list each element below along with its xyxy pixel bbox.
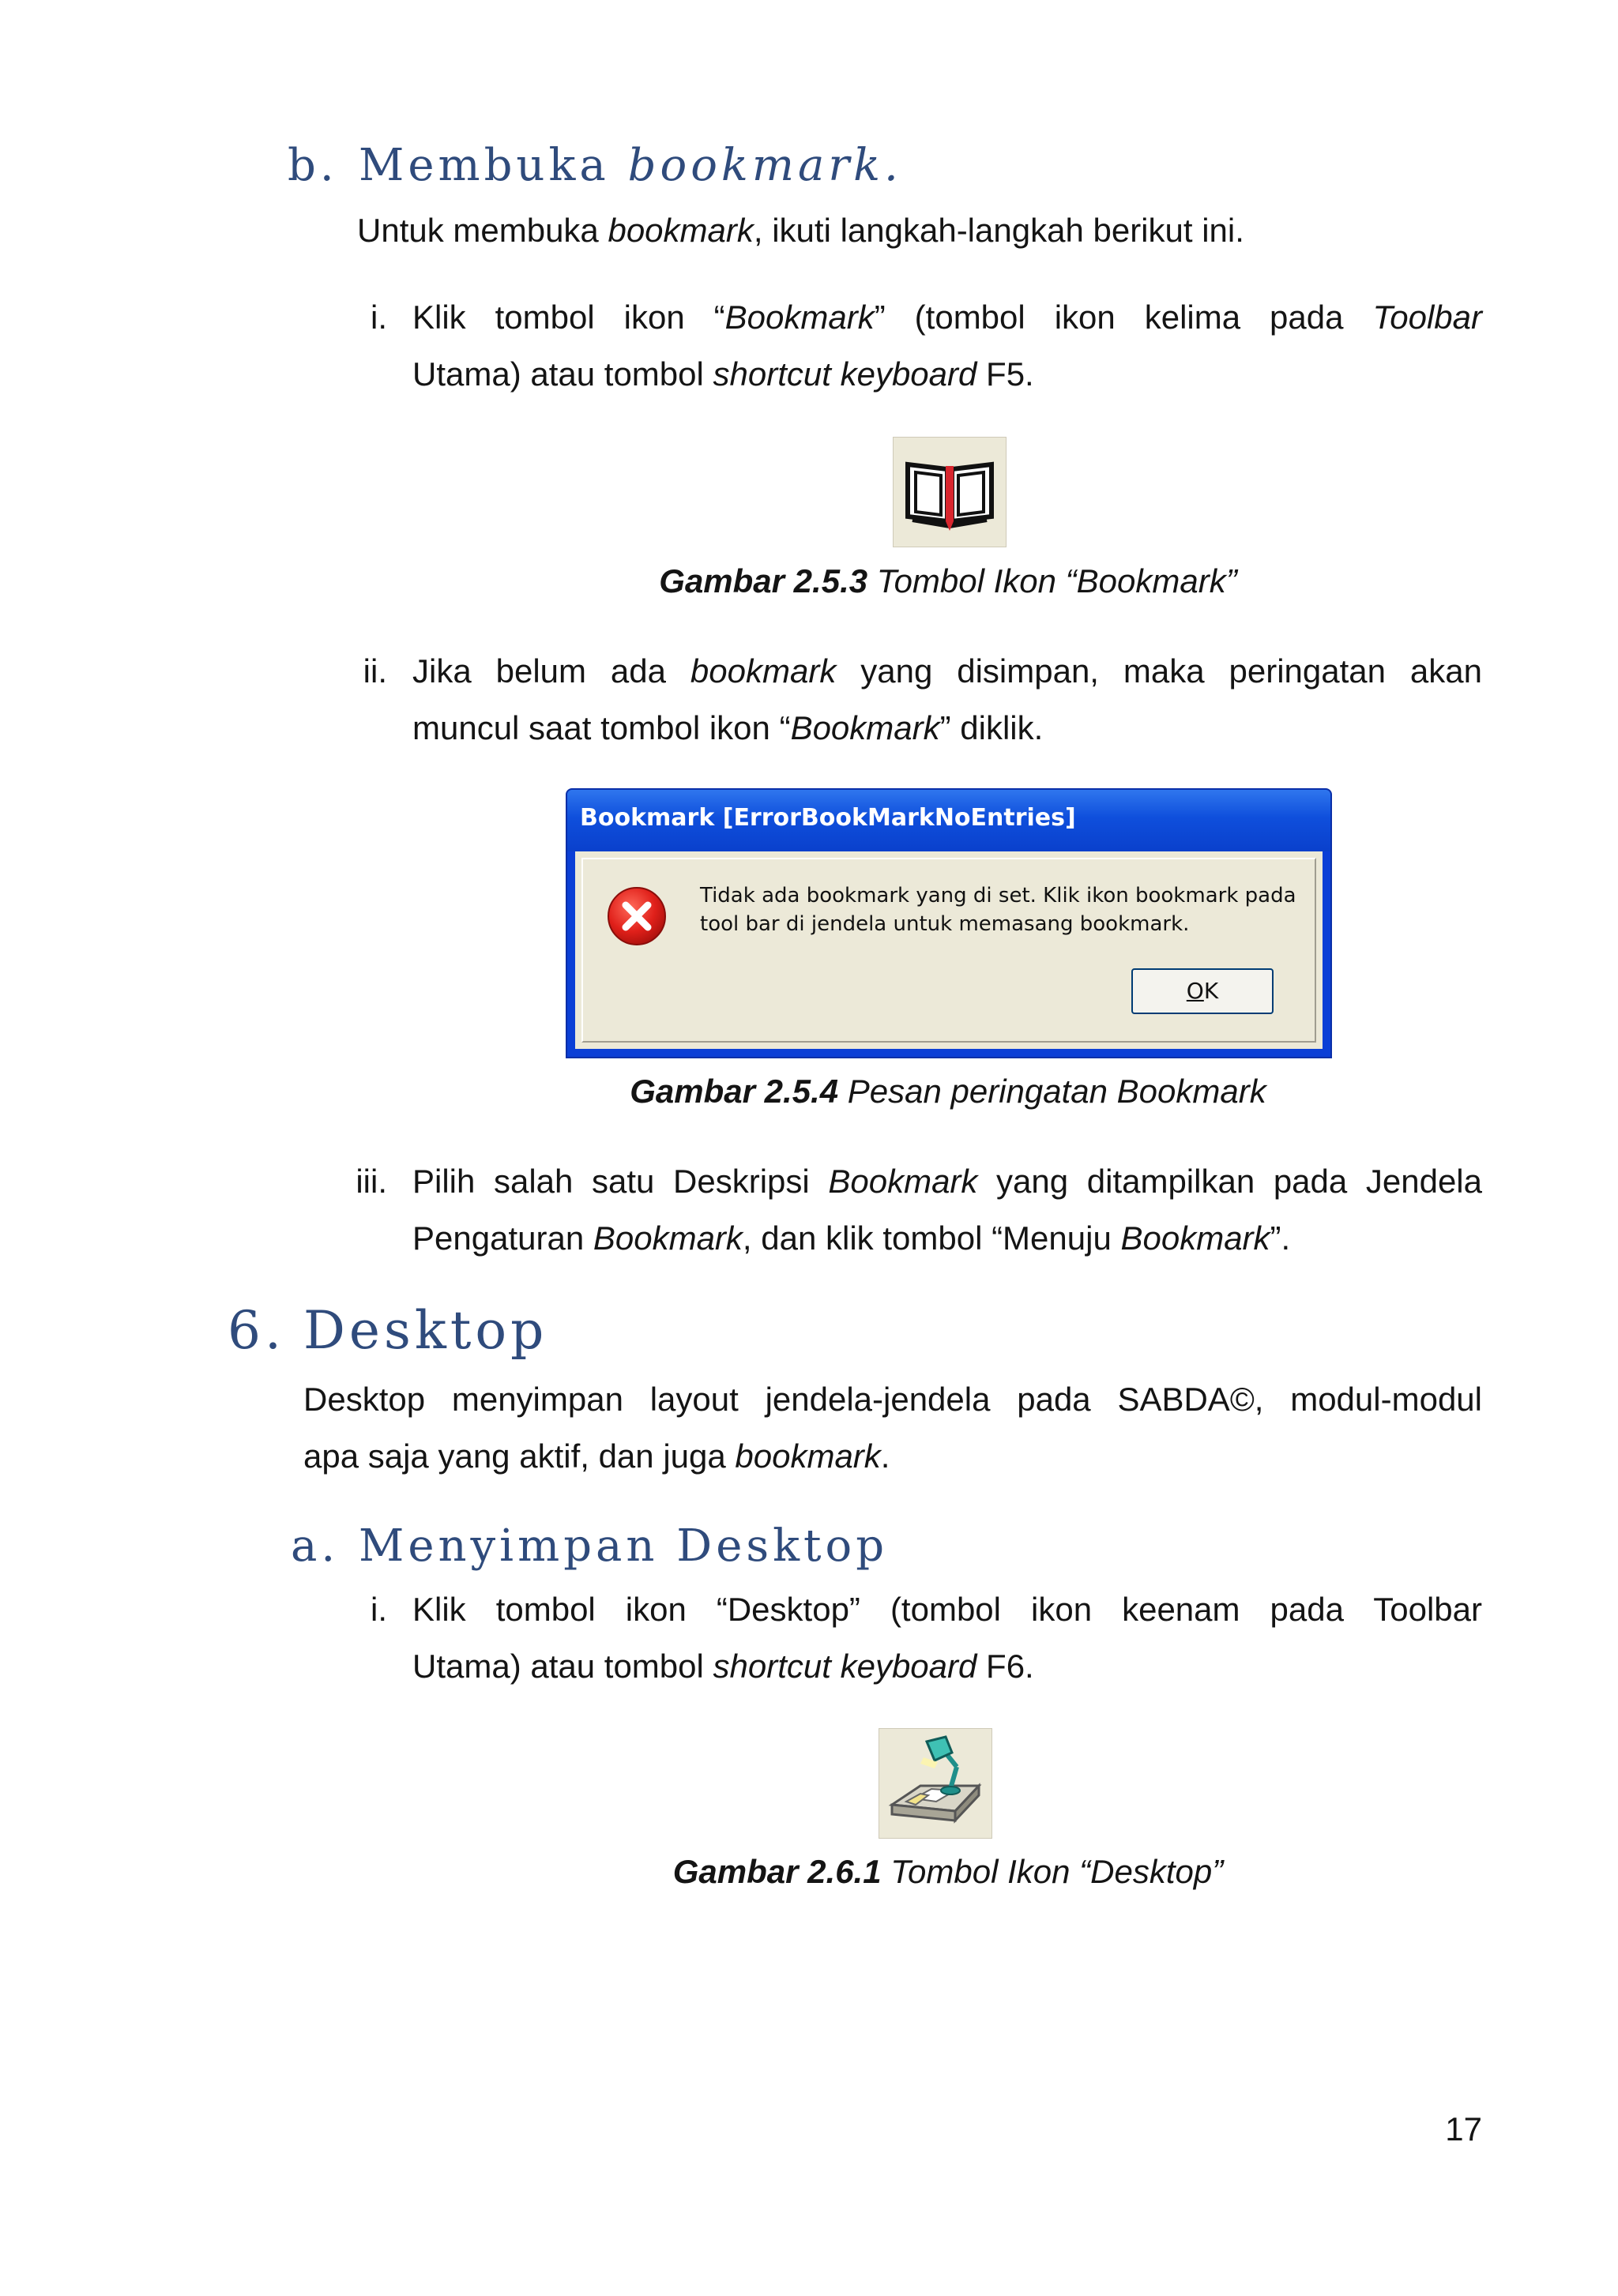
- caption-label: Gambar 2.5.3: [659, 562, 868, 599]
- text-italic: Bookmark: [593, 1219, 743, 1257]
- intro-text-end: , ikuti langkah-langkah berikut ini.: [753, 212, 1244, 249]
- text-italic: shortcut keyboard: [713, 355, 977, 393]
- error-icon: [605, 885, 668, 948]
- text: ” diklik.: [939, 709, 1044, 746]
- section-b-title-plain: Membuka: [359, 140, 628, 191]
- dialog-title-bar: [567, 790, 1330, 851]
- text-italic: Toolbar: [1372, 299, 1482, 336]
- intro-text: Untuk membuka: [357, 212, 608, 249]
- step-b3-line2: [412, 1210, 1482, 1267]
- ok-button[interactable]: [1131, 968, 1274, 1014]
- step-a1-marker: i.: [371, 1591, 387, 1628]
- text: F6.: [976, 1648, 1034, 1685]
- section-b-title-italic: bookmark.: [627, 140, 902, 191]
- ok-label-rest: K: [1203, 978, 1219, 1004]
- dialog-message-line2: tool bar di jendela untuk memasang bookmark.: [700, 912, 1190, 936]
- step-b2-line2: [412, 700, 1482, 757]
- text: F5.: [976, 355, 1034, 393]
- text: , dan klik tombol “Menuju: [742, 1219, 1121, 1257]
- caption-label: Gambar 2.6.1: [672, 1853, 882, 1890]
- section-b-intro: [357, 202, 1244, 259]
- intro-italic: bookmark: [608, 212, 754, 249]
- step-a1-line1: Klik tombol ikon “Desktop” (tombol ikon keenam pada Toolbar: [412, 1591, 1482, 1628]
- section-a-marker: a.: [291, 1520, 340, 1572]
- step-b1-line2: [412, 346, 1482, 403]
- section-b-heading: [288, 140, 902, 191]
- figure-2-5-4-caption: [553, 1073, 1343, 1110]
- step-b1-marker: i.: [371, 299, 387, 336]
- text-italic: Bookmark: [790, 709, 940, 746]
- section-b-marker: b.: [288, 140, 338, 191]
- text-italic: bookmark: [735, 1437, 881, 1475]
- step-b2-marker: ii.: [363, 652, 387, 690]
- text: yang disimpan, maka peringatan akan: [836, 652, 1482, 690]
- section-a-heading: [291, 1520, 889, 1572]
- section-6-heading: [228, 1300, 548, 1361]
- step-b3-line1: [412, 1153, 1482, 1210]
- text: Pengaturan: [412, 1219, 593, 1257]
- step-a1-line2: [412, 1638, 1482, 1695]
- step-b2: [412, 643, 1482, 757]
- figure-2-5-3-caption: [553, 562, 1343, 600]
- step-b1: [412, 289, 1482, 403]
- text-italic: Bookmark: [828, 1163, 978, 1200]
- caption-text: Tombol Ikon “Desktop”: [881, 1853, 1224, 1890]
- text: ” (tombol ikon kelima pada: [874, 299, 1373, 336]
- page-number: 17: [1445, 2110, 1482, 2148]
- text: Jika belum ada: [412, 652, 690, 690]
- bookmark-icon-figure: [893, 437, 1007, 547]
- text: Utama) atau tombol: [412, 355, 713, 393]
- desktop-lamp-icon: [879, 1729, 991, 1838]
- ok-mnemonic: O: [1186, 978, 1204, 1004]
- open-book-icon: [894, 438, 1006, 547]
- caption-label: Gambar 2.5.4: [630, 1073, 839, 1110]
- dialog-panel: [581, 858, 1316, 1043]
- figure-2-6-1-caption: [553, 1853, 1343, 1891]
- desktop-icon-figure: [879, 1728, 992, 1839]
- step-b2-line1: [412, 643, 1482, 700]
- dialog-message-line1: Tidak ada bookmark yang di set. Klik ikon bookmark pada: [700, 884, 1296, 908]
- section-6-title: Desktop: [303, 1300, 548, 1361]
- text: Pilih salah satu Deskripsi: [412, 1163, 829, 1200]
- dialog-body: [575, 851, 1323, 1049]
- section-6-line1: Desktop menyimpan layout jendela-jendela pada SABDA©, modul-modul: [303, 1381, 1482, 1418]
- step-b3-marker: iii.: [356, 1163, 387, 1200]
- section-6-number: 6.: [228, 1300, 285, 1361]
- text: Utama) atau tombol: [412, 1648, 713, 1685]
- text-italic: bookmark: [690, 652, 837, 690]
- text: muncul saat tombol ikon “: [412, 709, 791, 746]
- section-a-title: Menyimpan Desktop: [359, 1520, 889, 1572]
- step-b3: [412, 1153, 1482, 1267]
- dialog-title: Bookmark [ErrorBookMarkNoEntries]: [580, 804, 1076, 832]
- dialog-message: [700, 881, 1300, 938]
- step-a1: [412, 1581, 1482, 1695]
- text: Klik tombol ikon “: [412, 299, 725, 336]
- text-italic: shortcut keyboard: [713, 1648, 977, 1685]
- text: ”.: [1270, 1219, 1291, 1257]
- step-b1-line1: [412, 289, 1482, 346]
- text-italic: Bookmark: [724, 299, 875, 336]
- text: apa saja yang aktif, dan juga: [303, 1437, 736, 1475]
- text: .: [880, 1437, 890, 1475]
- section-6-line2: [303, 1428, 1482, 1485]
- text: yang ditampilkan pada Jendela: [977, 1163, 1482, 1200]
- bookmark-error-dialog: [566, 788, 1332, 1058]
- caption-text: Pesan peringatan Bookmark: [838, 1073, 1266, 1110]
- text-italic: Bookmark: [1120, 1219, 1270, 1257]
- caption-text: Tombol Ikon “Bookmark”: [867, 562, 1237, 599]
- section-6-paragraph: [303, 1371, 1482, 1485]
